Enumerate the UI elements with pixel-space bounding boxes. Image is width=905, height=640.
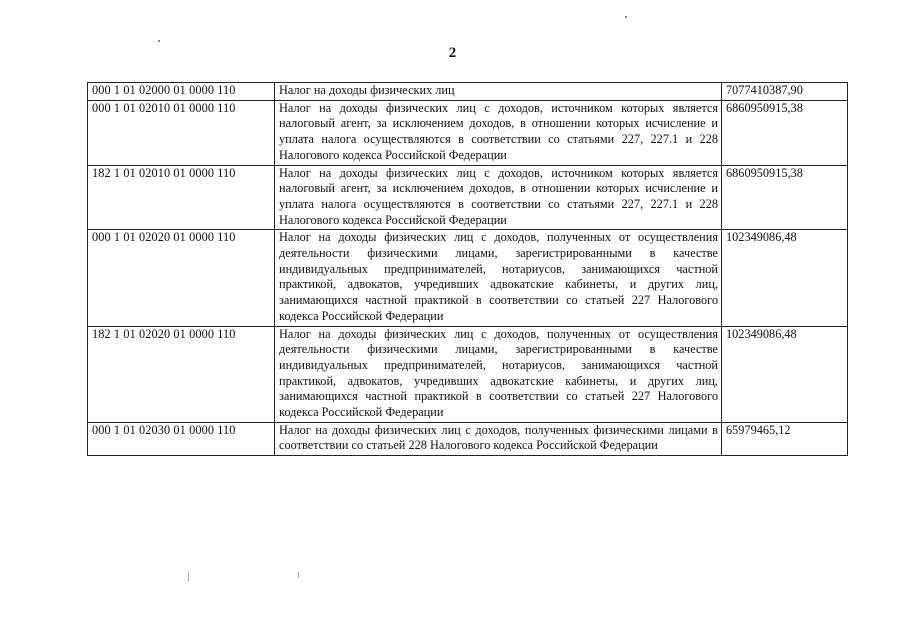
amount-cell: 6860950915,38 (722, 100, 848, 165)
budget-code-cell: 000 1 01 02010 01 0000 110 (88, 100, 275, 165)
page-number: 2 (448, 45, 457, 61)
description-cell: Налог на доходы физических лиц (275, 83, 722, 101)
amount-cell: 7077410387,90 (722, 83, 848, 101)
scan-speck (188, 572, 189, 582)
amount-cell: 65979465,12 (722, 422, 848, 455)
scan-speck (158, 40, 160, 42)
table-row (88, 83, 848, 101)
description-cell: Налог на доходы физических лиц с доходов, полученных от осуществления деятельности физическими лицами, зарегистрированными в качестве индивидуальных предпринимателей, нотариусов, занимающихся частной практикой, адвокатов, учредивших адвокатские кабинеты, и других лиц, занимающихся частной практикой в соответствии со статьей 227 Налогового кодекса Российской Федерации (275, 230, 722, 326)
amount-cell: 102349086,48 (722, 230, 848, 326)
table-row (88, 100, 848, 165)
budget-revenue-table (87, 82, 848, 456)
description-cell: Налог на доходы физических лиц с доходов, источником которых является налоговый агент, за исключением доходов, в отношении которых исчисление и уплата налога осуществляются в соответствии со статьями 227, 227.1 и 228 Налогового кодекса Российской Федерации (275, 165, 722, 230)
table-row (88, 230, 848, 326)
scan-speck (625, 16, 627, 18)
budget-code-cell: 000 1 01 02030 01 0000 110 (88, 422, 275, 455)
description-cell: Налог на доходы физических лиц с доходов, полученных физическими лицами в соответствии со статьей 228 Налогового кодекса Российской Федерации (275, 422, 722, 455)
budget-code-cell: 000 1 01 02020 01 0000 110 (88, 230, 275, 326)
budget-code-cell: 182 1 01 02010 01 0000 110 (88, 165, 275, 230)
amount-cell: 102349086,48 (722, 326, 848, 422)
budget-code-cell: 182 1 01 02020 01 0000 110 (88, 326, 275, 422)
description-cell: Налог на доходы физических лиц с доходов, источником которых является налоговый агент, за исключением доходов, в отношении которых исчисление и уплата налога осуществляются в соответствии со статьями 227, 227.1 и 228 Налогового кодекса Российской Федерации (275, 100, 722, 165)
scan-speck (298, 572, 299, 578)
table-row (88, 422, 848, 455)
budget-code-cell: 000 1 01 02000 01 0000 110 (88, 83, 275, 101)
amount-cell: 6860950915,38 (722, 165, 848, 230)
table-row (88, 165, 848, 230)
description-cell: Налог на доходы физических лиц с доходов, полученных от осуществления деятельности физическими лицами, зарегистрированными в качестве индивидуальных предпринимателей, нотариусов, занимающихся частной практикой, адвокатов, учредивших адвокатские кабинеты, и других лиц, занимающихся частной практикой в соответствии со статьей 227 Налогового кодекса Российской Федерации (275, 326, 722, 422)
table-row (88, 326, 848, 422)
